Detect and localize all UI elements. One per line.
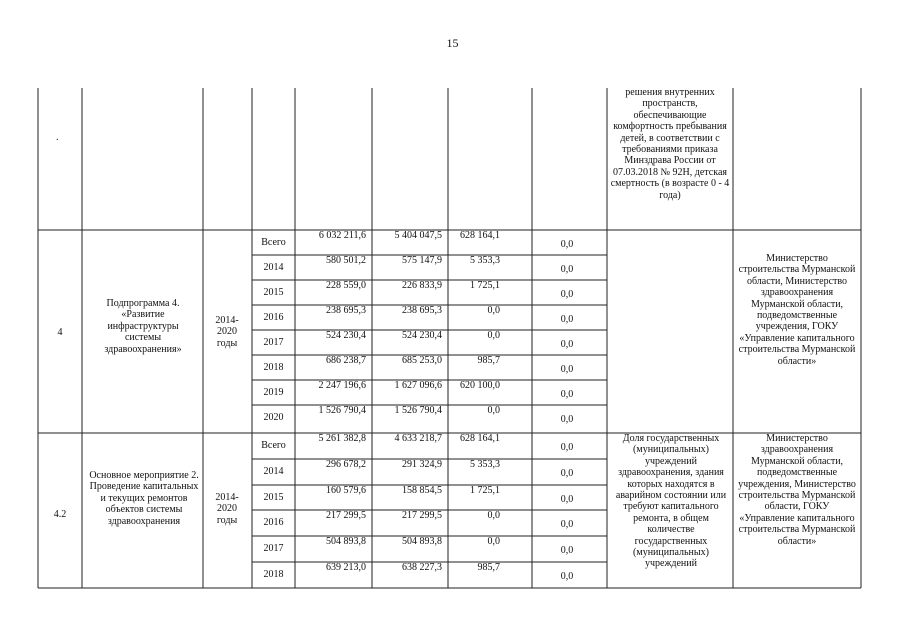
- cell-federal: 0,0: [487, 305, 500, 316]
- cell-other: 0,0: [560, 264, 574, 275]
- subprogram-name: Подпрограмма 4. «Развитие инфраструктуры системы здравоохранения»: [104, 298, 182, 355]
- cell-other: 0,0: [560, 314, 574, 325]
- cell-regional: 1 526 790,4: [394, 405, 442, 416]
- cell-regional: 238 695,3: [402, 305, 442, 316]
- cell-total: 580 501,2: [326, 255, 366, 266]
- cell-federal: 5 353,3: [470, 255, 500, 266]
- cell-regional: 685 253,0: [402, 355, 442, 366]
- cell-year: 2018: [263, 569, 284, 580]
- cell-federal: 5 353,3: [470, 459, 500, 470]
- cell-other: 0,0: [560, 364, 574, 375]
- period: 2014- 2020 годы: [215, 315, 239, 349]
- cell-other: 0,0: [560, 494, 574, 505]
- cell-year: 2015: [263, 287, 284, 298]
- cell-federal: 620 100,0: [460, 380, 500, 391]
- cell-total: 5 261 382,8: [318, 433, 366, 444]
- result-text-continued: решения внутренних пространств, обеспечивающие комфортность пребывания детей, в соответствии с требованиями приказа Минздрава России от 07.03.2018 № 92Н, детская смертность (в возрасте 0 - 4 года): [610, 87, 730, 201]
- section-number: 4: [57, 327, 63, 338]
- cell-year: 2014: [263, 466, 284, 477]
- cell-year: 2020: [263, 412, 284, 423]
- cell-total: 686 238,7: [326, 355, 366, 366]
- cell-year: 2015: [263, 492, 284, 503]
- cell-other: 0,0: [560, 239, 574, 250]
- period: 2014- 2020 годы: [215, 492, 239, 526]
- cell-total: 296 678,2: [326, 459, 366, 470]
- cell-regional: 158 854,5: [402, 485, 442, 496]
- cell-year: 2014: [263, 262, 284, 273]
- cell-total: 6 032 211,6: [318, 230, 366, 241]
- section-number: 4.2: [53, 509, 67, 520]
- responsible-executors: Министерство строительства Мурманской области, Министерство здравоохранения Мурманской области, подведомственные учреждения, ГОКУ «Управление капитального строительства Мурманской области»: [738, 253, 856, 367]
- cell-regional: 4 633 218,7: [394, 433, 442, 444]
- cell-other: 0,0: [560, 414, 574, 425]
- cell-federal: 0,0: [487, 536, 500, 547]
- cell-year: 2019: [263, 387, 284, 398]
- cell-regional: 504 893,8: [402, 536, 442, 547]
- cell-federal: 0,0: [487, 405, 500, 416]
- cell-other: 0,0: [560, 442, 574, 453]
- cell-total: 238 695,3: [326, 305, 366, 316]
- cell-federal: 1 725,1: [470, 485, 500, 496]
- cell-total: 217 299,5: [326, 510, 366, 521]
- cell-federal: 1 725,1: [470, 280, 500, 291]
- cell-federal: 628 164,1: [460, 230, 500, 241]
- cell-regional: 575 147,9: [402, 255, 442, 266]
- cell-total: 2 247 196,6: [318, 380, 366, 391]
- cell-regional: 5 404 047,5: [394, 230, 442, 241]
- cell-federal: 985,7: [477, 355, 500, 366]
- cell-year: 2016: [263, 312, 284, 323]
- cell-year: Всего: [261, 440, 286, 451]
- cell-total: 228 559,0: [326, 280, 366, 291]
- cell-other: 0,0: [560, 339, 574, 350]
- cell-year: 2017: [263, 337, 284, 348]
- cell-regional: 524 230,4: [402, 330, 442, 341]
- cell-other: 0,0: [560, 571, 574, 582]
- cell-year: 2018: [263, 362, 284, 373]
- cell-total: 1 526 790,4: [318, 405, 366, 416]
- cell-federal: 628 164,1: [460, 433, 500, 444]
- cell-other: 0,0: [560, 468, 574, 479]
- cell-year: Всего: [261, 237, 286, 248]
- cell-other: 0,0: [560, 289, 574, 300]
- cell-regional: 226 833,9: [402, 280, 442, 291]
- cell-year: 2016: [263, 517, 284, 528]
- cell-other: 0,0: [560, 389, 574, 400]
- measure-name: Основное мероприятие 2. Проведение капитальных и текущих ремонтов объектов системы здравоохранения: [89, 470, 199, 527]
- cell-total: 504 893,8: [326, 536, 366, 547]
- cell-federal: 0,0: [487, 510, 500, 521]
- cell-regional: 638 227,3: [402, 562, 442, 573]
- cell-federal: 0,0: [487, 330, 500, 341]
- responsible-executors: Министерство здравоохранения Мурманской области, подведомственные учреждения, Министерство строительства Мурманской области, ГОКУ «Управление капитального строительства Мурманской области»: [738, 433, 856, 547]
- dot-mark: .: [56, 132, 59, 143]
- cell-regional: 1 627 096,6: [394, 380, 442, 391]
- cell-total: 639 213,0: [326, 562, 366, 573]
- cell-regional: 291 324,9: [402, 459, 442, 470]
- page-number: 15: [446, 36, 459, 50]
- cell-regional: 217 299,5: [402, 510, 442, 521]
- result-indicator-text: Доля государственных (муниципальных) учреждений здравоохранения, здания которых находятся в аварийном состоянии или требуют капитального ремонта, в общем количестве государственных (муниципальных) учреждений: [615, 433, 727, 570]
- cell-other: 0,0: [560, 545, 574, 556]
- cell-total: 524 230,4: [326, 330, 366, 341]
- cell-other: 0,0: [560, 519, 574, 530]
- cell-total: 160 579,6: [326, 485, 366, 496]
- cell-year: 2017: [263, 543, 284, 554]
- cell-federal: 985,7: [477, 562, 500, 573]
